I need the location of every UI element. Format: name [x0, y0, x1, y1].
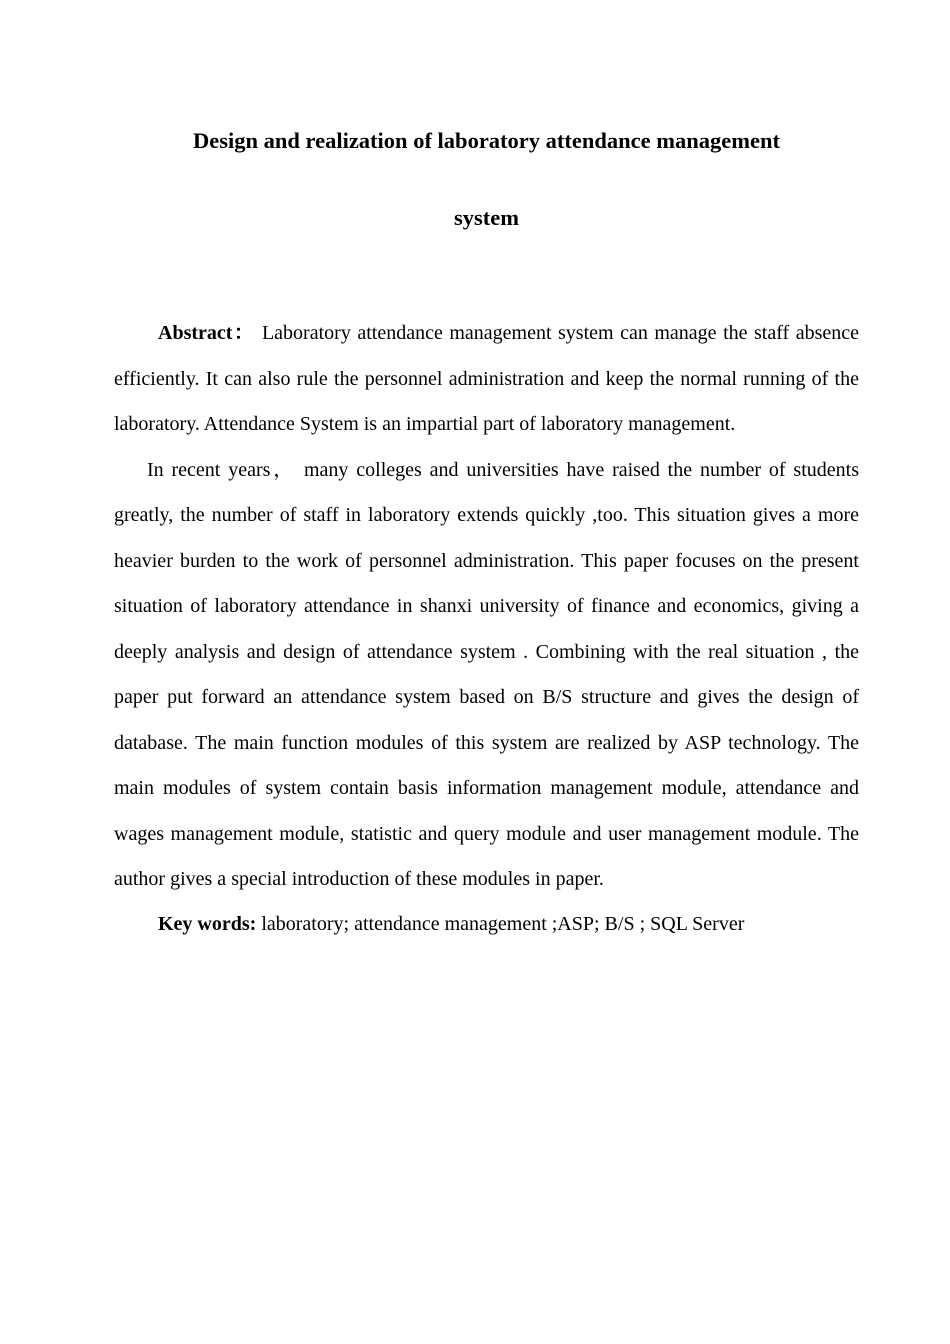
keywords-paragraph [114, 903, 859, 946]
keywords-text: laboratory; attendance management ;ASP; B/S ; SQL Server [256, 912, 745, 935]
abstract-text: Laboratory attendance management system can manage the staff absence efficiently. It can also rule the personnel administration and keep the normal running of the laboratory. Attendance System is an impartial part of laboratory management. [114, 322, 859, 435]
paper-title-line-2: system [454, 205, 519, 230]
abstract-paragraph-2: In recent years， many colleges and universities have raised the number of students greatly, the number of staff in laboratory extends quickly ,too. This situation gives a more heavier burden to the work of personnel administration. This paper focuses on the present situation of laboratory attendance in shanxi university of finance and economics, giving a deeply analysis and design of attendance system . Combining with the real situation , the paper put forward an attendance system based on B/S structure and gives the design of database. The main function modules of this system are realized by ASP technology. The main modules of system contain basis information management module, attendance and wages management module, statistic and query module and user management module. The author gives a special introduction of these modules in paper. [114, 458, 859, 890]
abstract-section [114, 311, 859, 946]
abstract-label: Abstract： [158, 322, 256, 344]
paper-title-line-1: Design and realization of laboratory attendance management [192, 128, 781, 153]
keywords-label: Key words: [158, 912, 257, 935]
abstract-paragraph [114, 311, 859, 448]
